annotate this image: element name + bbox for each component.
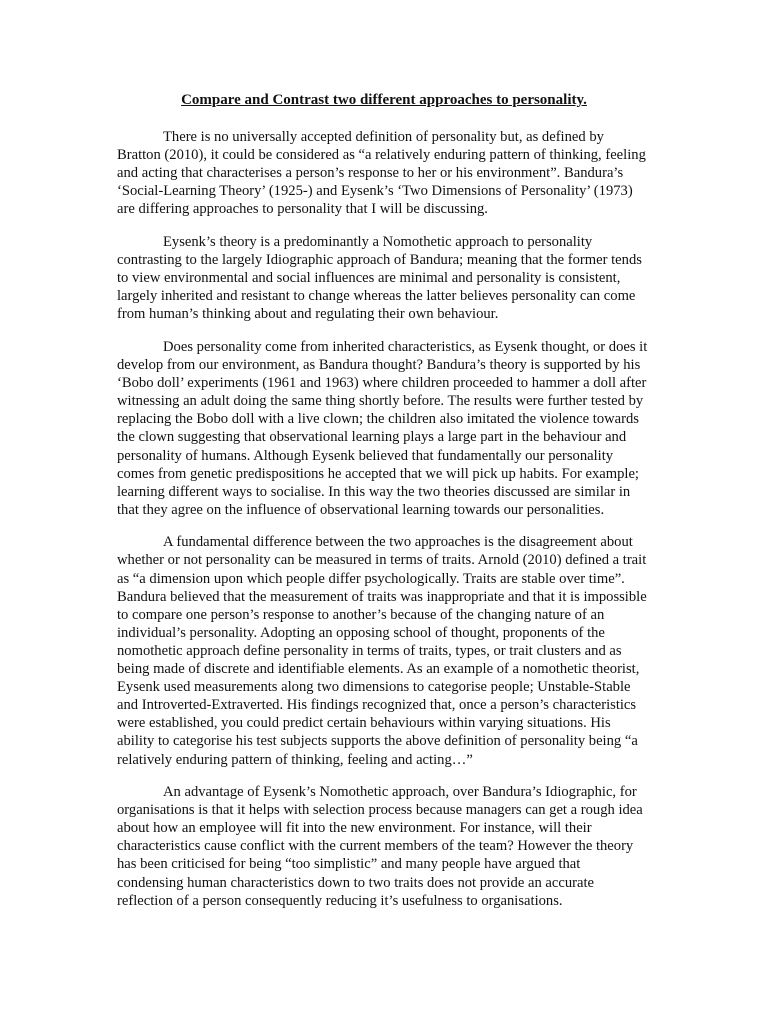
document-title: Compare and Contrast two different approaches to personality.: [181, 92, 587, 108]
paragraph: An advantage of Eysenk’s Nomothetic approach, over Bandura’s Idiographic, for organisations is that it helps with selection process because managers can get a rough idea about how an employee will fit into the new environment. For instance, will their characteristics cause conflict with the current members of the team? However the theory has been criticised for being “too simplistic” and many people have argued that condensing human characteristics down to two traits does not provide an accurate reflection of a person consequently reducing it’s usefulness to organisations.: [117, 784, 643, 909]
document-body: [117, 128, 650, 924]
paragraph: There is no universally accepted definition of personality but, as defined by Bratton (2010), it could be considered as “a relatively enduring pattern of thinking, feeling and acting that characterises a person’s response to her or his environment”. Bandura’s ‘Social-Learning Theory’ (1925-) and Eysenk’s ‘Two Dimensions of Personality’ (1973) are differing approaches to personality that I will be discussing.: [117, 129, 646, 218]
paragraph: Does personality come from inherited characteristics, as Eysenk thought, or does it develop from our environment, as Bandura thought? Bandura’s theory is supported by his ‘Bobo doll’ experiments (1961 and 1963) where children proceeded to hammer a doll after witnessing an adult doing the same thing shortly before. The results were further tested by replacing the Bobo doll with a live clown; the children also imitated the violence towards the clown suggesting that observational learning plays a large part in the behaviour and personality of humans. Although Eysenk believed that fundamentally our personality comes from genetic predispositions he accepted that we will pick up habits. For example; learning different ways to socialise. In this way the two theories discussed are similar in that they agree on the influence of observational learning towards our personalities.: [117, 338, 648, 518]
paragraph: Eysenk’s theory is a predominantly a Nomothetic approach to personality contrasting to the largely Idiographic approach of Bandura; meaning that the former tends to view environmental and social influences are minimal and personality is consistent, largely inherited and resistant to change whereas the latter believes personality can come from human’s thinking about and regulating their own behaviour.: [117, 233, 642, 323]
paragraph: A fundamental difference between the two approaches is the disagreement about whether or not personality can be measured in terms of traits. Arnold (2010) defined a trait as “a dimension upon which people differ psychologically. Traits are stable over time”. Bandura believed that the measurement of traits was inappropriate and that it is impossible to compare one person’s response to another’s because of the changing nature of an individual’s personality. Adopting an opposing school of thought, proponents of the nomothetic approach define personality in terms of traits, types, or trait clusters and as being made of discrete and identifiable elements. As an example of a nomothetic theorist, Eysenk used measurements along two dimensions to categorise people; Unstable-Stable and Introverted-Extraverted. His findings recognized that, once a person’s characteristics were established, you could predict certain behaviours within varying situations. His ability to categorise his test subjects supports the above definition of personality being “a relatively enduring pattern of thinking, feeling and acting…”: [117, 534, 647, 768]
